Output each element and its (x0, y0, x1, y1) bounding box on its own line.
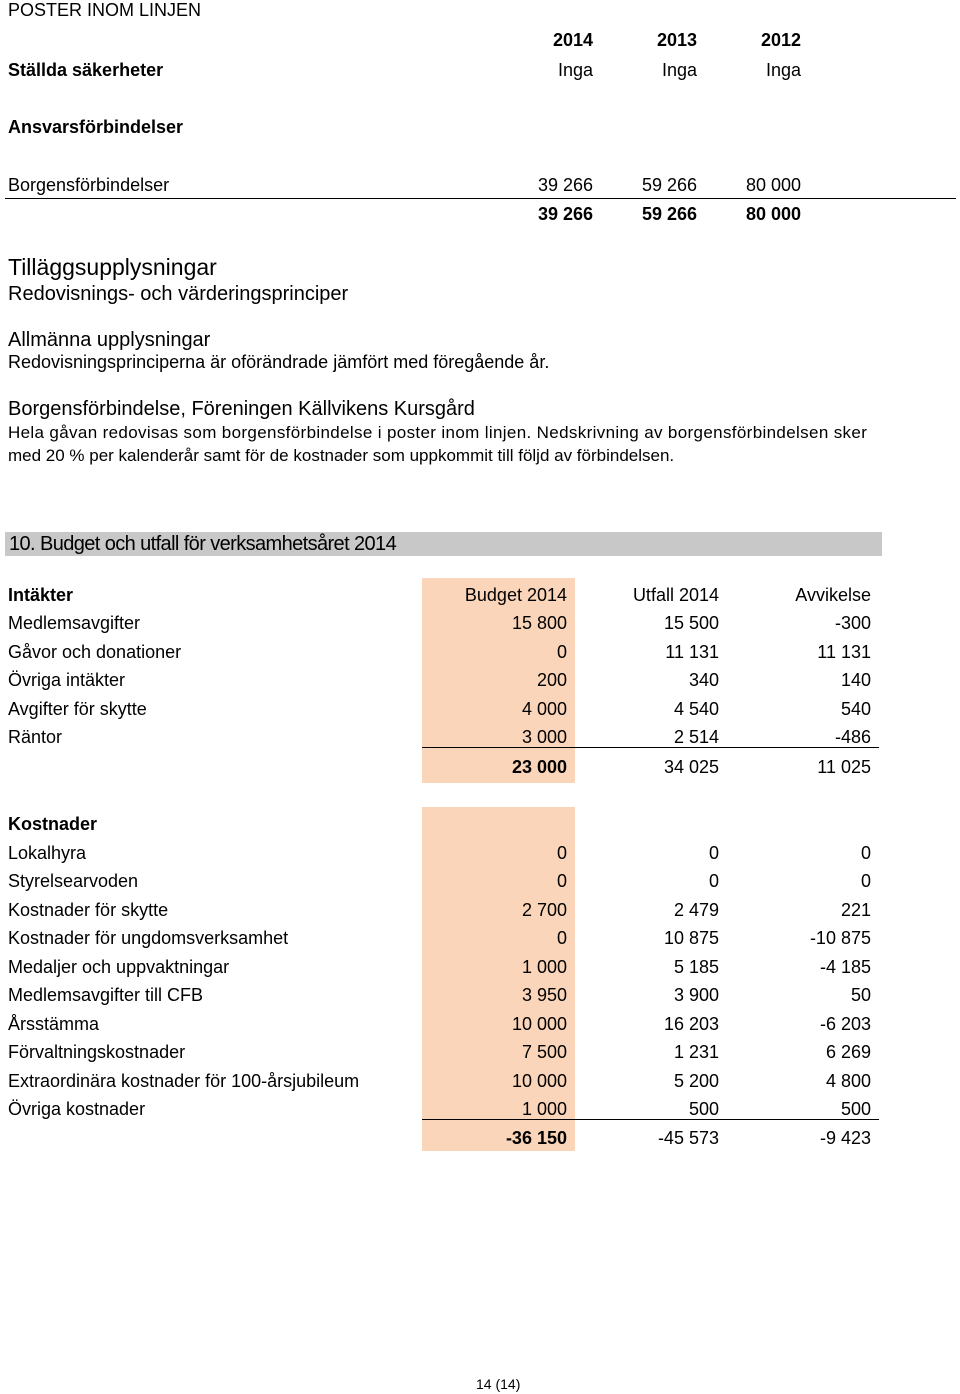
table-row-label: Övriga kostnader (8, 1099, 146, 1120)
table-row-label: Årsstämma (8, 1013, 100, 1034)
table-cell: 5 200 (673, 1070, 719, 1091)
table-row-label: Medlemsavgifter (8, 613, 141, 633)
page-header-title: POSTER INOM LINJEN (8, 0, 202, 20)
income-total-budget: 23 000 (511, 757, 567, 777)
income-total-avvikelse: 11 025 (817, 757, 871, 777)
divider-line (5, 198, 956, 199)
page-number: 14 (14) (476, 1376, 521, 1392)
table-cell: 10 000 (511, 1013, 567, 1034)
table-cell: 0 (556, 843, 567, 863)
table-cell: 15 500 (663, 613, 719, 633)
borgen-total: 80 000 (745, 204, 801, 224)
sakerheter-value: Inga (765, 60, 801, 80)
table-cell: 10 000 (511, 1070, 567, 1091)
table-cell: 3 900 (673, 985, 719, 1006)
table-cell: 4 000 (521, 698, 567, 719)
table-cell: 5 185 (673, 956, 719, 977)
table-row-label: Räntor (8, 727, 63, 748)
table-row-label: Styrelsearvoden (8, 871, 139, 892)
table-cell: 540 (840, 698, 871, 719)
table-cell: 1 231 (673, 1042, 719, 1063)
borgen-total: 59 266 (641, 204, 697, 224)
cost-total-avvikelse: -9 423 (819, 1128, 871, 1148)
table-cell: -10 875 (809, 928, 871, 949)
table-cell: 3 000 (521, 727, 567, 748)
table-row-label: Övriga intäkter (8, 670, 126, 691)
table-cell: 0 (860, 843, 871, 863)
borgen-total: 39 266 (537, 204, 593, 224)
table-row-label: Medlemsavgifter till CFB (8, 985, 204, 1006)
table-cell: 1 000 (521, 1099, 567, 1120)
column-header-avvikelse: Avvikelse (795, 585, 871, 605)
table-cell: 50 (850, 985, 871, 1006)
cost-total-utfall: -45 573 (657, 1128, 719, 1148)
table-cell: 16 203 (663, 1013, 719, 1034)
sakerheter-value: Inga (661, 60, 697, 80)
table-cell: 221 (840, 899, 871, 920)
year-2013: 2013 (656, 30, 697, 50)
income-sum-line (422, 747, 879, 748)
table-cell: 3 950 (521, 985, 567, 1006)
table-cell: 500 (688, 1099, 719, 1120)
table-row-label: Extraordinära kostnader för 100-årsjubileum (8, 1070, 360, 1091)
borgensforbindelse-heading: Borgensförbindelse, Föreningen Källvikens Kursgård (8, 398, 475, 420)
table-cell: -4 185 (819, 956, 871, 977)
table-cell: 0 (860, 871, 871, 892)
table-row-label: Gåvor och donationer (8, 641, 182, 662)
table-cell: 4 540 (673, 698, 719, 719)
table-row-label: Lokalhyra (8, 843, 87, 863)
borgen-value: 59 266 (641, 175, 697, 195)
table-cell: 0 (708, 871, 719, 892)
table-cell: 2 479 (673, 899, 719, 920)
table-cell: 0 (556, 928, 567, 949)
table-cell: 11 131 (665, 641, 719, 662)
sakerheter-value: Inga (557, 60, 593, 80)
allmanna-upplysningar-text: Redovisningsprinciperna är oförändrade jämfört med föregående år. (8, 352, 550, 372)
table-row-label: Kostnader för ungdomsverksamhet (8, 928, 289, 949)
table-cell: 0 (556, 641, 567, 662)
table-cell: 0 (556, 871, 567, 892)
table-cell: 340 (688, 670, 719, 691)
column-header-utfall: Utfall 2014 (632, 585, 719, 605)
table-cell: -486 (834, 727, 871, 748)
kostnader-header: Kostnader (8, 814, 98, 834)
borgensforbindelse-text-line2: med 20 % per kalenderår samt för de kostnader som uppkommit till följd av förbindelsen. (8, 446, 675, 465)
table-cell: 6 269 (825, 1042, 871, 1063)
year-2012: 2012 (760, 30, 801, 50)
table-row-label: Förvaltningskostnader (8, 1042, 186, 1063)
allmanna-upplysningar-heading: Allmänna upplysningar (8, 329, 211, 351)
table-cell: 7 500 (521, 1042, 567, 1063)
table-cell: -300 (834, 613, 871, 633)
table-row-label: Avgifter för skytte (8, 698, 147, 719)
cost-total-budget: -36 150 (505, 1128, 567, 1148)
stallda-sakerheter-label: Ställda säkerheter (8, 60, 164, 80)
redovisningsprinciper-subtitle: Redovisnings- och värderingsprinciper (8, 283, 349, 305)
year-2014: 2014 (552, 30, 593, 50)
table-cell: 500 (840, 1099, 871, 1120)
table-cell: 140 (840, 670, 871, 691)
budget-section-title: 10. Budget och utfall för verksamhetsåret 2014 (9, 533, 397, 555)
intakter-header: Intäkter (8, 585, 74, 605)
table-cell: 15 800 (511, 613, 567, 633)
cost-sum-line (422, 1119, 879, 1120)
table-cell: 0 (708, 843, 719, 863)
table-cell: 200 (536, 670, 567, 691)
table-row-label: Kostnader för skytte (8, 899, 169, 920)
table-cell: 2 700 (521, 899, 567, 920)
borgen-value: 39 266 (537, 175, 593, 195)
borgensforbindelser-label: Borgensförbindelser (8, 175, 170, 195)
table-cell: 1 000 (521, 956, 567, 977)
borgensforbindelse-text-line1: Hela gåvan redovisas som borgensförbindelse i poster inom linjen. Nedskrivning av borgensförbindelsen sker (8, 423, 868, 442)
table-cell: 10 875 (663, 928, 719, 949)
borgen-value: 80 000 (745, 175, 801, 195)
table-cell: -6 203 (819, 1013, 871, 1034)
table-cell: 11 131 (817, 641, 871, 662)
table-cell: 2 514 (673, 727, 719, 748)
table-row-label: Medaljer och uppvaktningar (8, 956, 230, 977)
income-total-utfall: 34 025 (663, 757, 719, 777)
tillaggsupplysningar-title: Tilläggsupplysningar (8, 254, 217, 280)
ansvarsforbindelser-heading: Ansvarsförbindelser (8, 117, 184, 137)
column-header-budget: Budget 2014 (464, 585, 567, 605)
table-cell: 4 800 (825, 1070, 871, 1091)
